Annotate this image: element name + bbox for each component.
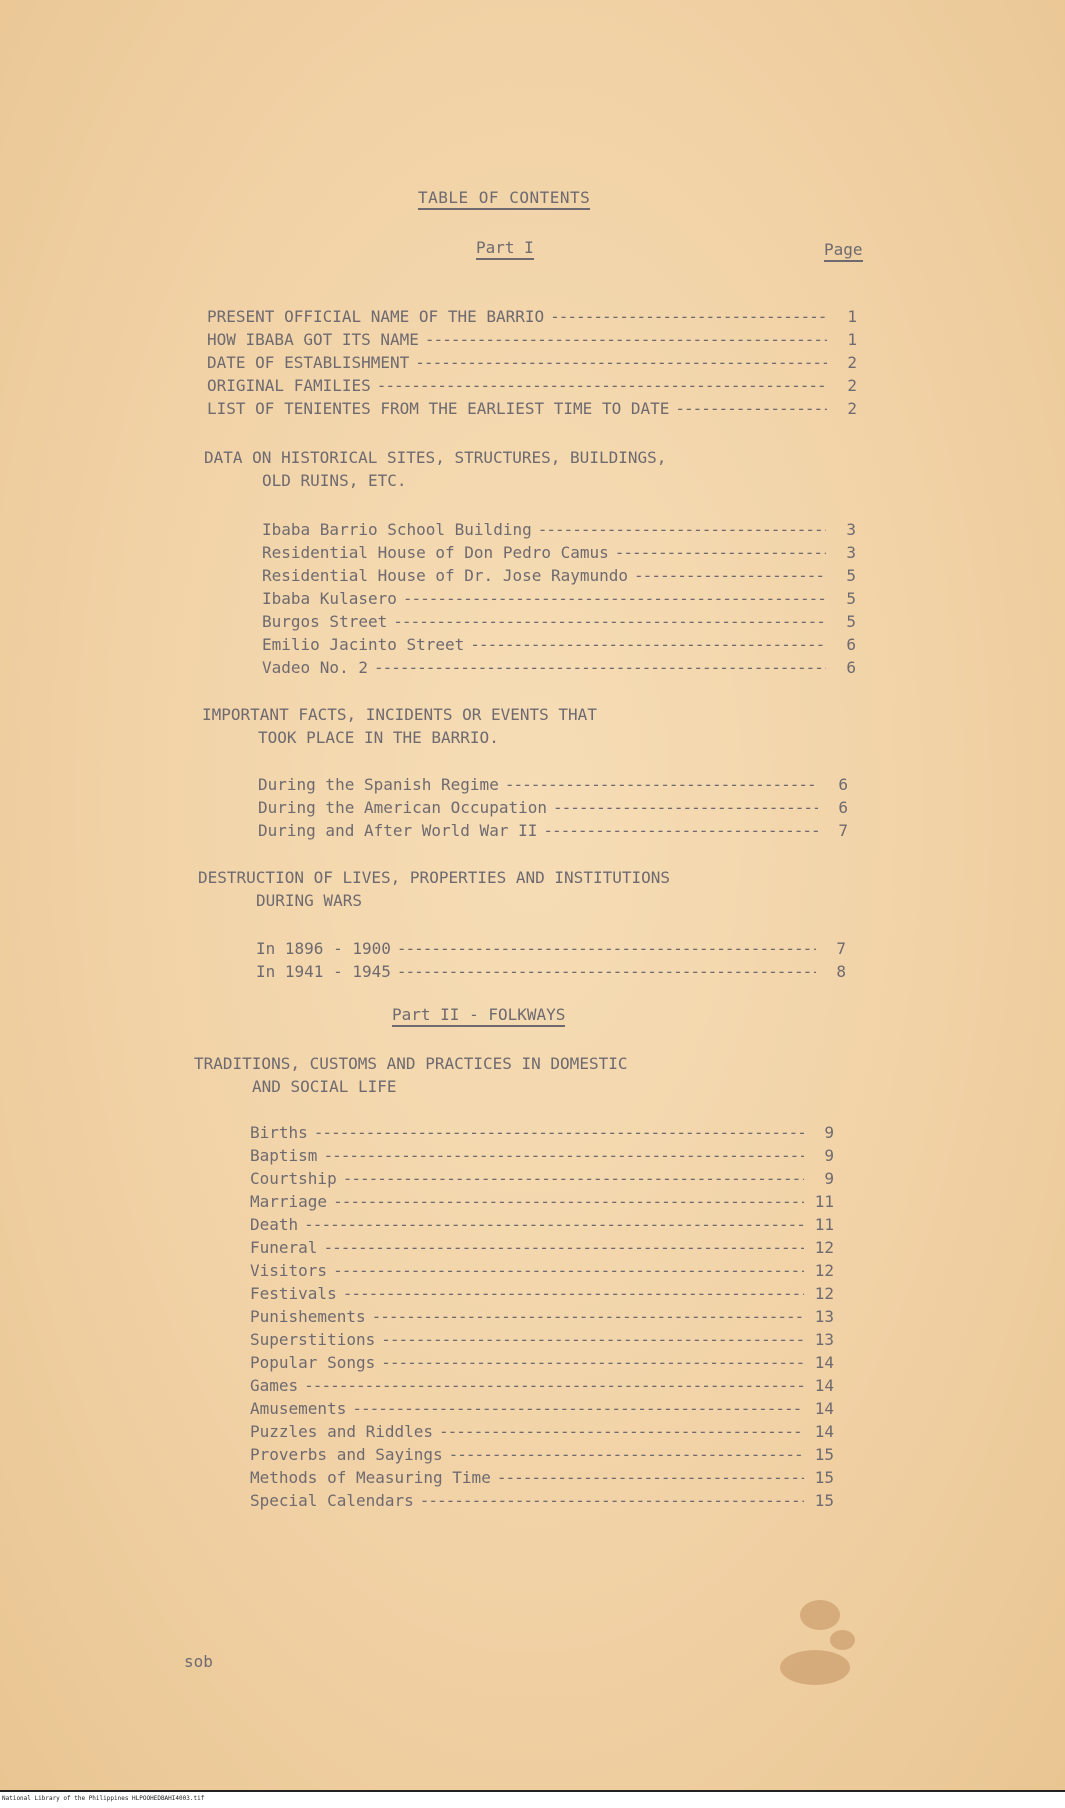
toc-entry (262, 541, 856, 564)
toc-entry-label: Residential House of Dr. Jose Raymundo (262, 566, 629, 585)
scan-caption: National Library of the Philippines HLPOOHEDBAHI4003.tif (0, 1790, 1065, 1808)
toc-entry-page: 6 (846, 658, 856, 677)
toc-entry (250, 1397, 834, 1420)
toc-entry-page: 11 (814, 1192, 834, 1211)
stain-mark (800, 1600, 840, 1630)
toc-entry (250, 1466, 834, 1489)
section-title-line: OLD RUINS, ETC. (262, 471, 407, 490)
toc-entry-page: 11 (814, 1215, 834, 1234)
facts-section-title (202, 703, 597, 749)
toc-entry-label: Punishements (250, 1307, 366, 1326)
toc-entry-label: During and After World War II (258, 821, 538, 840)
typist-initials: sob (184, 1652, 213, 1671)
toc-entry (262, 564, 856, 587)
toc-entry-page: 13 (814, 1307, 834, 1326)
toc-entry-page: 7 (836, 939, 846, 958)
toc-entry-label: PRESENT OFFICIAL NAME OF THE BARRIO (207, 307, 545, 326)
toc-entry (250, 1213, 834, 1236)
toc-entry-page: 6 (838, 798, 848, 817)
toc-entry-page: 12 (814, 1238, 834, 1257)
toc-entry-page: 2 (847, 376, 857, 395)
toc-entry (207, 397, 857, 420)
toc-entry-label: Festivals (250, 1284, 337, 1303)
stain-mark (780, 1650, 850, 1685)
toc-entry-page: 2 (847, 353, 857, 372)
toc-entry (262, 587, 856, 610)
toc-entry (250, 1351, 834, 1374)
section-title-line: DURING WARS (256, 891, 362, 910)
toc-entry (258, 819, 848, 842)
toc-entry-label: Courtship (250, 1169, 337, 1188)
toc-entry-label: Emilio Jacinto Street (262, 635, 465, 654)
toc-entry (262, 633, 856, 656)
toc-entry-label: Games (250, 1376, 299, 1395)
toc-entry-label: Ibaba Barrio School Building (262, 520, 532, 539)
toc-entry-page: 13 (814, 1330, 834, 1349)
toc-entry-page: 9 (824, 1123, 834, 1142)
toc-entry-label: Visitors (250, 1261, 328, 1280)
toc-entry (250, 1282, 834, 1305)
toc-entry-page: 9 (824, 1169, 834, 1188)
toc-entry (258, 773, 848, 796)
toc-entry (250, 1305, 834, 1328)
stain-mark (830, 1630, 855, 1650)
toc-entry (250, 1121, 834, 1144)
toc-entry-label: Residential House of Don Pedro Camus (262, 543, 609, 562)
toc-entry-label: During the American Occupation (258, 798, 547, 817)
toc-entry (250, 1374, 834, 1397)
historical-section-title (204, 446, 666, 492)
toc-entry-label: Births (250, 1123, 308, 1142)
toc-entry-page: 6 (838, 775, 848, 794)
toc-entry-label: Marriage (250, 1192, 328, 1211)
part1-entry-list (207, 305, 857, 420)
toc-entry (262, 610, 856, 633)
toc-entry (262, 518, 856, 541)
historical-entry-list (262, 518, 856, 679)
traditions-entry-list (250, 1121, 834, 1512)
toc-entry-label: Death (250, 1215, 299, 1234)
part2-heading: Part II - FOLKWAYS (392, 1005, 565, 1027)
toc-entry-label: Special Calendars (250, 1491, 414, 1510)
toc-entry-page: 5 (846, 589, 856, 608)
toc-entry (250, 1328, 834, 1351)
toc-entry-page: 12 (814, 1261, 834, 1280)
traditions-section-title (194, 1052, 627, 1098)
toc-entry (250, 1190, 834, 1213)
toc-entry-page: 6 (846, 635, 856, 654)
toc-entry-page: 5 (846, 612, 856, 631)
toc-entry (250, 1259, 834, 1282)
toc-entry-label: In 1896 - 1900 (256, 939, 391, 958)
toc-entry-label: During the Spanish Regime (258, 775, 499, 794)
toc-entry-page: 5 (846, 566, 856, 585)
toc-entry-page: 8 (836, 962, 846, 981)
toc-entry (250, 1144, 834, 1167)
toc-entry-label: In 1941 - 1945 (256, 962, 391, 981)
toc-entry (262, 656, 856, 679)
toc-entry (207, 305, 857, 328)
toc-entry-label: Proverbs and Sayings (250, 1445, 443, 1464)
toc-entry-label: Vadeo No. 2 (262, 658, 368, 677)
section-title-line: AND SOCIAL LIFE (252, 1077, 397, 1096)
toc-entry-page: 9 (824, 1146, 834, 1165)
toc-entry-page: 2 (847, 399, 857, 418)
toc-entry-page: 1 (847, 330, 857, 349)
toc-entry-label: LIST OF TENIENTES FROM THE EARLIEST TIME TO DATE (207, 399, 670, 418)
toc-entry-page: 14 (814, 1353, 834, 1372)
section-title-line: TOOK PLACE IN THE BARRIO. (258, 728, 499, 747)
toc-entry-page: 7 (838, 821, 848, 840)
page-column-label: Page (824, 240, 863, 262)
toc-entry-page: 15 (814, 1468, 834, 1487)
toc-entry-page: 15 (814, 1491, 834, 1510)
destruction-section-title (198, 866, 670, 912)
toc-entry-label: Baptism (250, 1146, 318, 1165)
toc-entry-label: Methods of Measuring Time (250, 1468, 491, 1487)
toc-entry-label: Funeral (250, 1238, 318, 1257)
toc-entry-page: 14 (814, 1422, 834, 1441)
part1-heading: Part I (476, 238, 534, 260)
toc-entry-page: 15 (814, 1445, 834, 1464)
toc-entry (250, 1167, 834, 1190)
toc-entry (207, 374, 857, 397)
toc-entry-page: 1 (847, 307, 857, 326)
toc-entry (207, 351, 857, 374)
toc-entry (256, 937, 846, 960)
toc-entry-label: Ibaba Kulasero (262, 589, 397, 608)
toc-entry-label: HOW IBABA GOT ITS NAME (207, 330, 419, 349)
toc-entry-page: 14 (814, 1399, 834, 1418)
toc-entry (250, 1420, 834, 1443)
toc-entry (250, 1443, 834, 1466)
toc-entry-label: ORIGINAL FAMILIES (207, 376, 371, 395)
facts-entry-list (258, 773, 848, 842)
toc-entry-page: 3 (846, 543, 856, 562)
toc-entry (207, 328, 857, 351)
document-title: TABLE OF CONTENTS (418, 188, 590, 210)
toc-entry-label: Amusements (250, 1399, 347, 1418)
toc-entry-label: Puzzles and Riddles (250, 1422, 434, 1441)
toc-entry-label: DATE OF ESTABLISHMENT (207, 353, 410, 372)
toc-entry-page: 14 (814, 1376, 834, 1395)
toc-entry (256, 960, 846, 983)
section-title-line: IMPORTANT FACTS, INCIDENTS OR EVENTS THAT (202, 705, 597, 724)
toc-entry-page: 3 (846, 520, 856, 539)
toc-entry-page: 12 (814, 1284, 834, 1303)
destruction-entry-list (256, 937, 846, 983)
toc-entry (258, 796, 848, 819)
toc-entry-label: Popular Songs (250, 1353, 376, 1372)
toc-entry (250, 1489, 834, 1512)
section-title-line: DATA ON HISTORICAL SITES, STRUCTURES, BUILDINGS, (204, 448, 667, 467)
toc-entry-label: Burgos Street (262, 612, 388, 631)
toc-entry-label: Superstitions (250, 1330, 376, 1349)
section-title-line: DESTRUCTION OF LIVES, PROPERTIES AND INSTITUTIONS (198, 868, 671, 887)
toc-entry (250, 1236, 834, 1259)
section-title-line: TRADITIONS, CUSTOMS AND PRACTICES IN DOMESTIC (194, 1054, 628, 1073)
